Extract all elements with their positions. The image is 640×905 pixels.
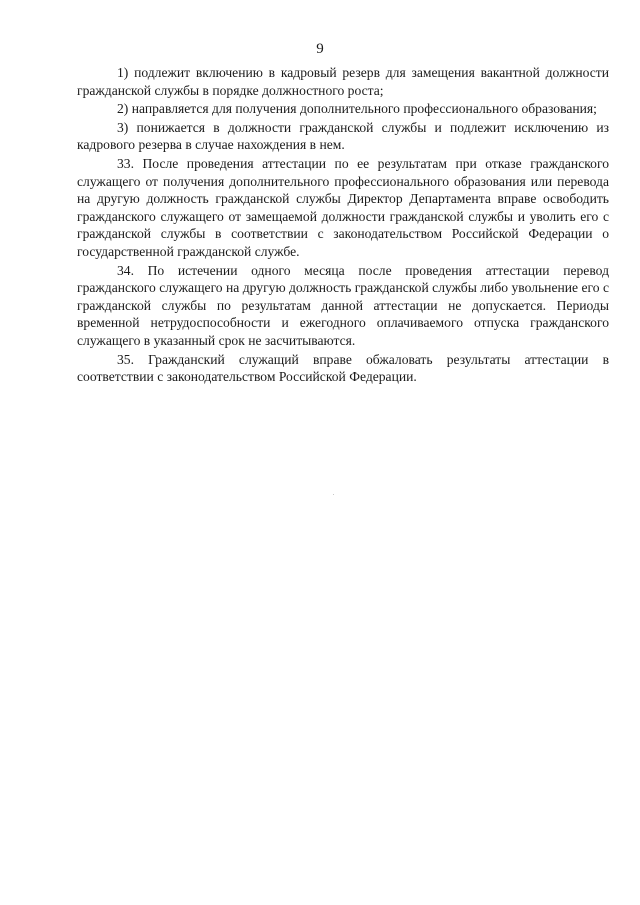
paragraph-item-3: 3) понижается в должности гражданской службы и подлежит исключению из кадрового резерва в случае нахождения в нем. (77, 119, 609, 153)
paragraph-34: 34. По истечении одного месяца после проведения аттестации перевод гражданского служащего на другую должность гражданской службы либо увольнение его с гражданской службы по результатам данной аттестации не допускается. Периоды временной нетрудоспособности и ежегодного оплачиваемого отпуска гражданского служащего в указанный срок не засчитываются. (77, 262, 609, 348)
paragraph-item-1: 1) подлежит включению в кадровый резерв для замещения вакантной должности гражданской службы в порядке должностного роста; (77, 65, 609, 98)
page-number: 9 (316, 41, 324, 57)
document-text (77, 64, 609, 386)
paragraph-35: 35. Гражданский служащий вправе обжаловать результаты аттестации в соответствии с законодательством Российской Федерации. (77, 351, 609, 385)
paragraph-33: 33. После проведения аттестации по ее результатам при отказе гражданского служащего от получения дополнительного профессионального образования или перевода на другую должность гражданской службы Директор Департамента вправе освободить гражданского служащего от замещаемой должности гражданской службы и уволить его с гражданской службы в соответствии с законодательством Российской Федерации о государственной гражданской службе. (77, 155, 609, 259)
paragraph-item-2: 2) направляется для получения дополнительного профессионального образования; (117, 101, 597, 117)
scan-speck (333, 494, 334, 495)
